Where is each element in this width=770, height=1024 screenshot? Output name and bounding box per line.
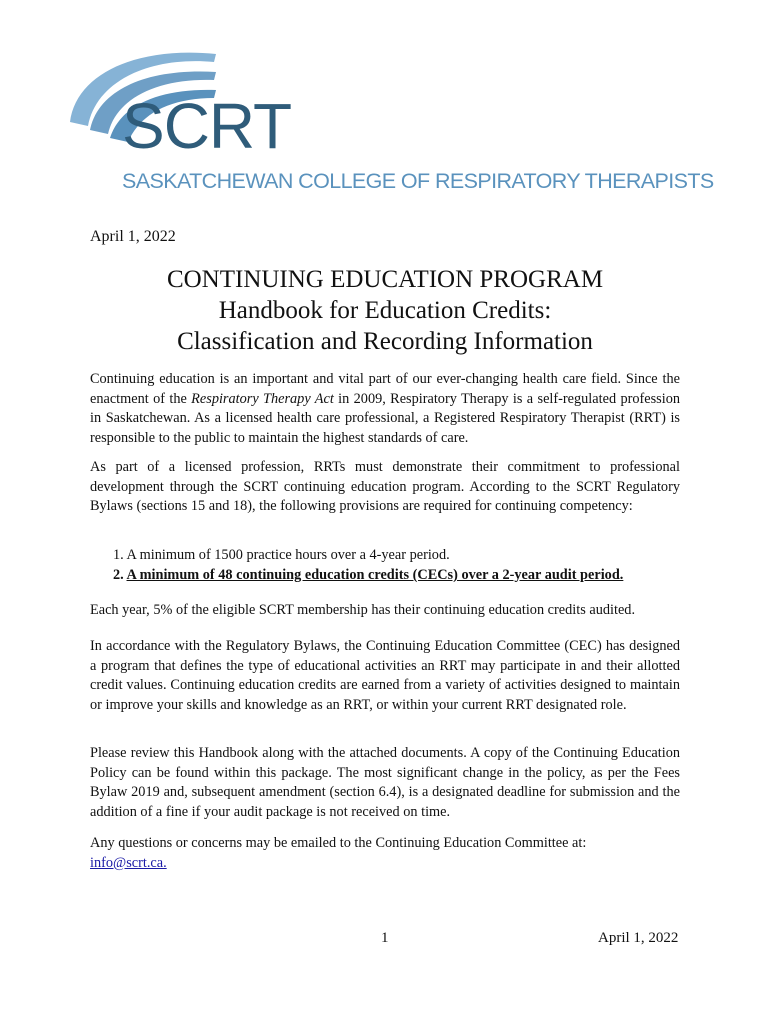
list-item [113, 565, 623, 585]
intro-text-end: in 2009, Respiratory Therapy is a self-regulated profession in Saskatchewan. As a licensed health care professional, a Registered Respiratory Therapist (RRT) is responsible to the public to maintain the highest standards of care. [90, 390, 681, 446]
list-item: 1. A minimum of 1500 practice hours over a 4-year period. [113, 547, 450, 563]
title-line-1: CONTINUING EDUCATION PROGRAM [166, 266, 604, 293]
policy-paragraph: Please review this Handbook along with the attached documents. A copy of the Continuing Education Policy can be found within this package. The most significant change in the policy, as per the Fees Bylaw 2019 and, subsequent amendment (section 6.4), is a designated deadline for submission and the addition of a fine if your audit package is not received on time. [90, 745, 680, 820]
document-date: April 1, 2022 [90, 228, 176, 245]
document-title [90, 264, 680, 357]
requirements-paragraph: As part of a licensed profession, RRTs must demonstrate their commitment to professional development through the SCRT continuing education program. According to the SCRT Regulatory Bylaws (sections 15 and 18), the following provisions are required for continuing competency: [90, 459, 680, 515]
title-line-3: Classification and Recording Information [177, 328, 593, 355]
program-paragraph: In accordance with the Regulatory Bylaws, the Continuing Education Committee (CEC) has designed a program that defines the type of educational activities an RRT may participate in and their allotted credit values. Continuing education credits are earned from a variety of activities designed to maintain or improve your skills and knowledge as an RRT, or within your current RRT designated role. [90, 638, 680, 713]
act-name: Respiratory Therapy Act [191, 390, 334, 407]
list-item-number: 2. [113, 567, 127, 583]
email-link[interactable]: info@scrt.ca. [90, 854, 167, 871]
contact-paragraph [90, 834, 680, 873]
intro-text-start: Continuing education is an important and vital part of our ever-changing health care field. Since the enactment of the [90, 371, 680, 407]
logo-acronym: SCRT [122, 90, 292, 162]
footer-date: April 1, 2022 [598, 930, 679, 946]
contact-text: Any questions or concerns may be emailed to the Continuing Education Committee at: [90, 835, 587, 851]
intro-paragraph [90, 370, 680, 448]
list-item-text: A minimum of 48 continuing education credits (CECs) over a 2-year audit period. [126, 567, 624, 583]
page-number: 1 [381, 930, 389, 946]
scrt-logo [66, 40, 714, 200]
organization-name: SASKATCHEWAN COLLEGE OF RESPIRATORY THERAPISTS [122, 169, 714, 193]
title-line-2: Handbook for Education Credits: [218, 297, 552, 324]
provisions-list [113, 545, 623, 585]
audit-paragraph: Each year, 5% of the eligible SCRT membership has their continuing education credits audited. [90, 602, 636, 618]
